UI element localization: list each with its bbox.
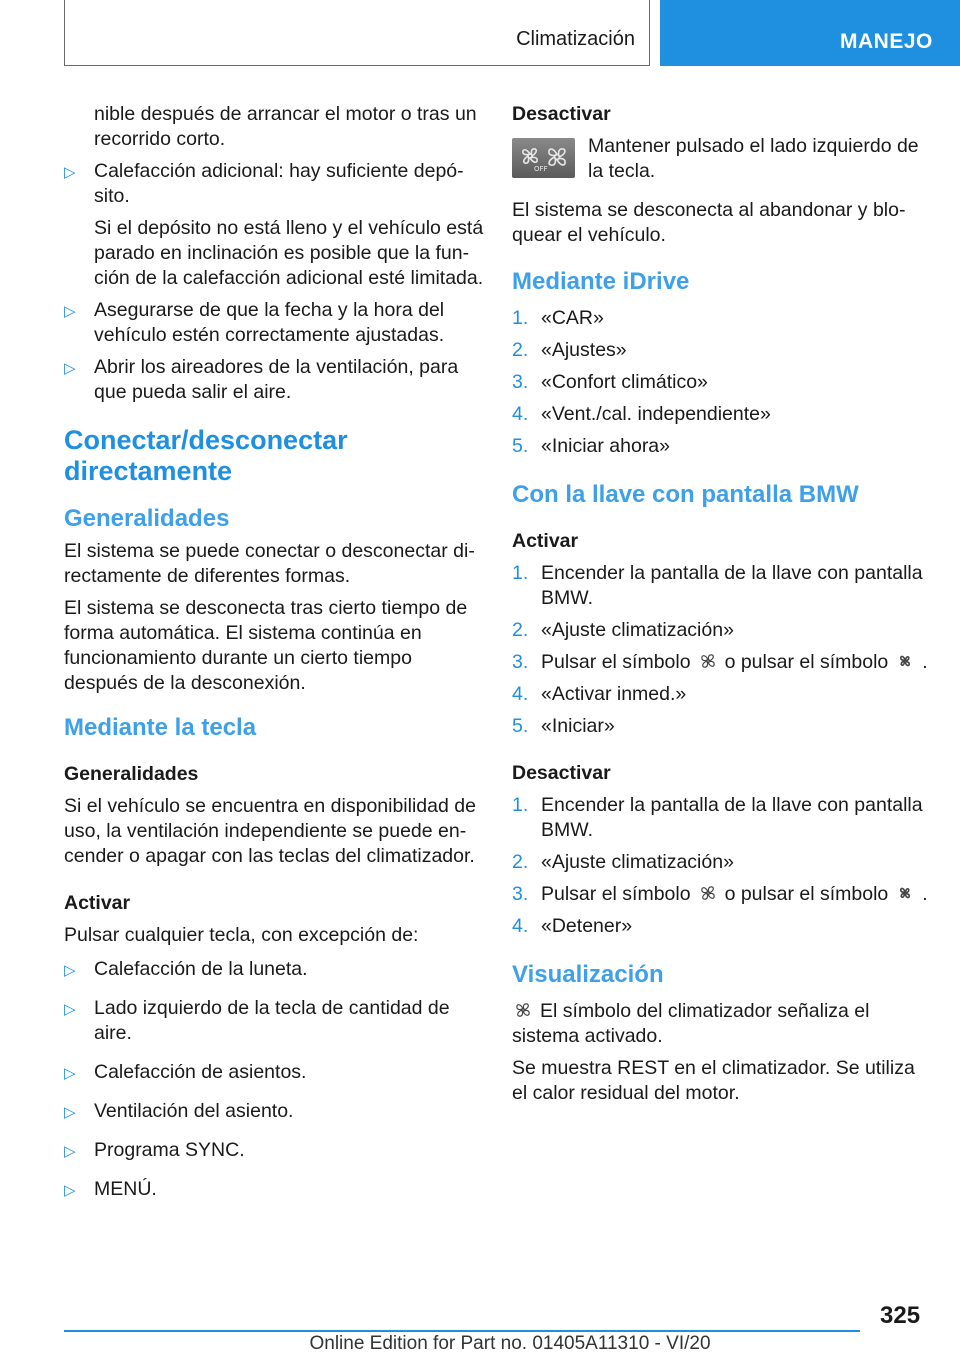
heading-idrive: Mediante iDrive xyxy=(512,268,690,295)
subheading-desactivar: Desactivar xyxy=(512,762,611,784)
list-item: 1. Encender la pantalla de la llave con pantalla BMW. xyxy=(512,794,923,841)
paragraph: El sistema se desconecta tras cierto tiempo de forma automática. El sistema continúa en funcionamiento durante un cierto tiempo después de la desconexión. xyxy=(64,597,468,694)
section-title: Climatización xyxy=(516,28,635,50)
fan-small-icon xyxy=(894,883,916,903)
list-item: ▷ MENÚ. xyxy=(64,1177,484,1202)
list-item: 3. Pulsar el símbolo o pulsar el símbolo . xyxy=(512,883,928,905)
list-item: 1. «CAR» xyxy=(512,307,604,329)
heading-mediante-tecla: Mediante la tecla xyxy=(64,714,257,741)
right-column xyxy=(512,102,932,1113)
list-item: ▷ Lado izquierdo de la tecla de cantidad de aire. xyxy=(64,997,450,1044)
heading-llave: Con la llave con pantalla BMW xyxy=(512,481,859,508)
list-item: 4. «Vent./cal. independiente» xyxy=(512,403,771,425)
paragraph: Se muestra REST en el climatizador. Se utiliza el calor residual del motor. xyxy=(512,1057,915,1104)
bullet-triangle-icon: ▷ xyxy=(64,1001,76,1018)
left-column xyxy=(64,102,484,1209)
bullet-triangle-icon: ▷ xyxy=(64,164,76,181)
list-item: 4. «Activar inmed.» xyxy=(512,683,687,705)
bullet-triangle-icon: ▷ xyxy=(64,962,76,979)
bullet-triangle-icon: ▷ xyxy=(64,303,76,320)
heading-main: Conectar/desconectar directamente xyxy=(64,425,348,486)
list-item: 2. «Ajuste climatización» xyxy=(512,619,734,641)
bullet-triangle-icon: ▷ xyxy=(64,360,76,377)
list-item: 4. «Detener» xyxy=(512,915,633,937)
subheading-desactivar: Desactivar xyxy=(512,103,611,125)
chapter-tab[interactable] xyxy=(660,0,960,66)
key-instruction: OFF Mantener pulsado el lado izquierdo de la tecla. xyxy=(512,134,932,184)
list-item: ▷ Ventilación del asiento. xyxy=(64,1099,484,1124)
list-item: 1. Encender la pantalla de la llave con pantalla BMW. xyxy=(512,562,923,609)
header-section-box xyxy=(64,0,650,66)
fan-off-key-icon xyxy=(512,138,575,178)
subheading-generalidades: Generalidades xyxy=(64,763,199,785)
fan-icon xyxy=(512,1000,534,1020)
bullet-triangle-icon: ▷ xyxy=(64,1143,76,1160)
bullet-triangle-icon: ▷ xyxy=(64,1182,76,1199)
paragraph: El sistema se desconecta al abandonar y bloquear el vehículo. xyxy=(512,199,906,246)
fan-small-icon xyxy=(894,651,916,671)
list-item: 3. Pulsar el símbolo o pulsar el símbolo . xyxy=(512,651,928,673)
footer-divider xyxy=(64,1330,860,1332)
fan-icon xyxy=(697,883,719,903)
bullet-triangle-icon: ▷ xyxy=(64,1104,76,1121)
heading-visualizacion: Visualización xyxy=(512,961,664,988)
list-item: 2. «Ajuste climatización» xyxy=(512,851,734,873)
paragraph: El sistema se puede conectar o desconectar directamente de diferentes formas. xyxy=(64,540,475,587)
subheading-activar: Activar xyxy=(64,892,131,914)
intro-continuation: nible después de arrancar el motor o tras un recorrido corto. xyxy=(94,103,477,150)
list-item: ▷ Calefacción de la luneta. xyxy=(64,957,484,982)
paragraph: El símbolo del climatizador señaliza el sistema activado. xyxy=(512,1000,870,1047)
paragraph: Pulsar cualquier tecla, con excepción de: xyxy=(64,924,419,946)
svg-text:OFF: OFF xyxy=(534,165,548,173)
list-item: 5. «Iniciar» xyxy=(512,715,615,737)
heading-generalidades: Generalidades xyxy=(64,505,230,532)
paragraph: Si el vehículo se encuentra en disponibilidad de uso, la ventilación independiente se puede encender o apagar con las teclas del climatizador. xyxy=(64,795,476,867)
bullet-triangle-icon: ▷ xyxy=(64,1065,76,1082)
subheading-activar: Activar xyxy=(512,530,579,552)
list-item: ▷ Asegurarse de que la fecha y la hora del vehículo estén correctamente ajustadas. xyxy=(64,299,445,346)
chapter-tab-label: MANEJO xyxy=(840,30,933,53)
fan-icon xyxy=(697,651,719,671)
list-item: 3. «Confort climático» xyxy=(512,371,708,393)
footer-edition: Online Edition for Part no. 01405A11310 - VI/20 xyxy=(309,1333,711,1354)
list-item: ▷ Calefacción de asientos. xyxy=(64,1060,484,1085)
list-item: ▷ Programa SYNC. xyxy=(64,1138,484,1163)
list-item: ▷ Calefacción adicional: hay suficiente depósito. Si el depósito no está lleno y el vehículo está parado en inclinación es posible que la función de la calefacción adicional esté limitada. xyxy=(64,160,484,289)
list-item: 2. «Ajustes» xyxy=(512,339,627,361)
list-item: 5. «Iniciar ahora» xyxy=(512,435,670,457)
list-item: ▷ Abrir los aireadores de la ventilación, para que pueda salir el aire. xyxy=(64,356,459,403)
page-number: 325 xyxy=(880,1302,921,1329)
